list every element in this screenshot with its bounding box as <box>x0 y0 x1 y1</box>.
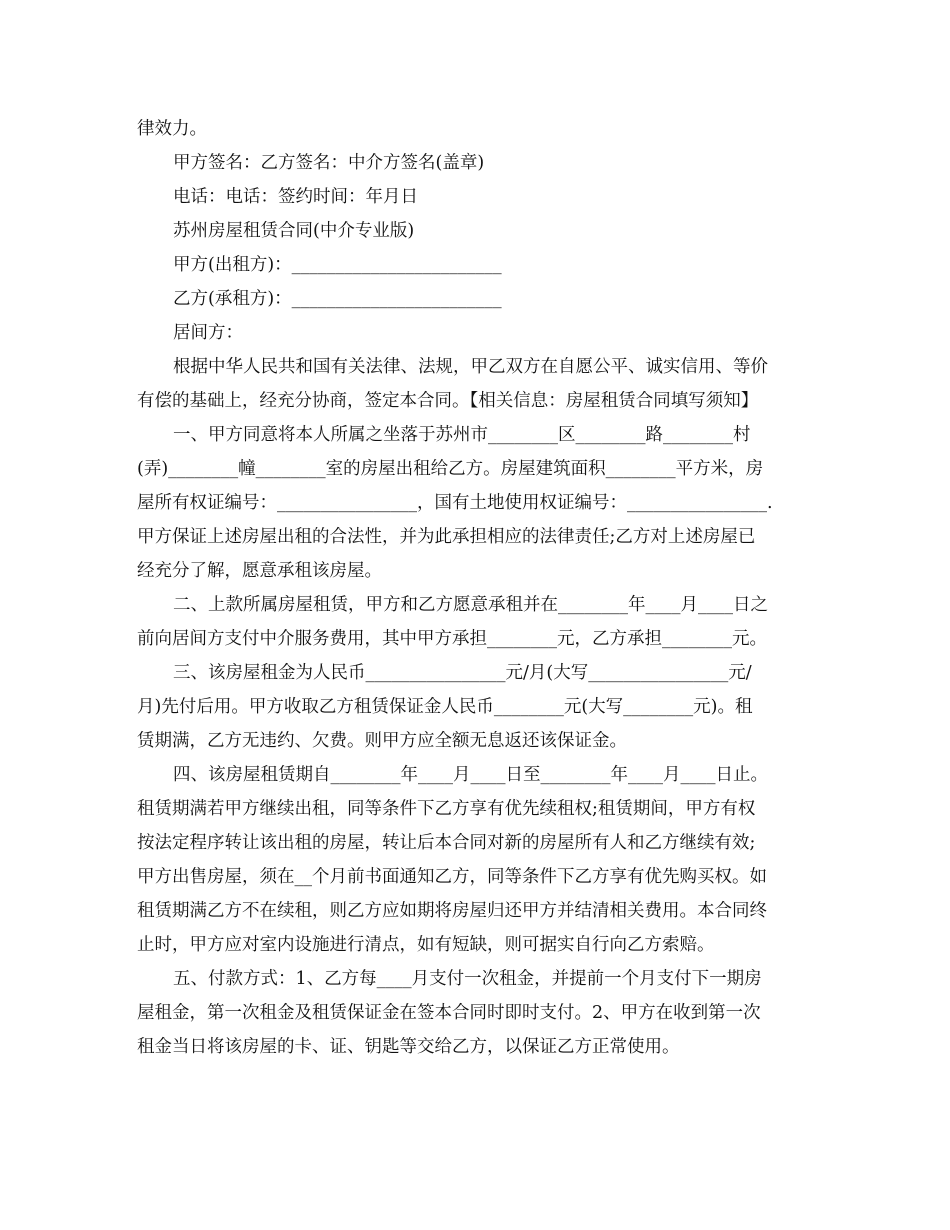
preamble-line: 有偿的基础上，经充分协商，签定本合同。【相关信息：房屋租赁合同填写须知】 <box>137 391 759 411</box>
text-line: 律效力。 <box>137 119 207 139</box>
preamble-line: 根据中华人民共和国有关法律、法规，甲乙双方在自愿公平、诚实信用、等价 <box>173 357 768 377</box>
clause-4-line: 租赁期满若甲方继续出租，同等条件下乙方享有优先续租权;租赁期间，甲方有权 <box>137 799 756 819</box>
clause-4-line: 按法定程序转让该出租的房屋，转让后本合同对新的房屋所有人和乙方继续有效; <box>137 833 756 853</box>
clause-2-line: 二、上款所属房屋租赁，甲方和乙方愿意承租并在________年____月____日之 <box>173 595 768 615</box>
clause-3-line: 月)先付后用。甲方收取乙方租赁保证金人民币________元(大写________元)。租 <box>137 697 753 717</box>
clause-4-line: 四、该房屋租赁期自________年____月____日至________年____月____日止。 <box>173 765 768 785</box>
contract-page <box>137 112 817 1064</box>
clause-3-line: 三、该房屋租金为人民币________________元/月(大写________________元/ <box>173 663 752 683</box>
clause-1-line: 一、甲方同意将本人所属之坐落于苏州市________区________路________村 <box>173 425 751 445</box>
clause-5-line: 屋租金，第一次租金及租赁保证金在签本合同时即时支付。2、甲方在收到第一次 <box>137 1003 761 1023</box>
phone-date-line: 电话：电话：签约时间：年月日 <box>173 187 418 207</box>
clause-1-line: 屋所有权证编号：________________，国有土地使用权证编号：________________. <box>137 493 773 513</box>
clause-5-line: 租金当日将该房屋的卡、证、钥匙等交给乙方，以保证乙方正常使用。 <box>137 1037 680 1057</box>
signature-line: 甲方签名：乙方签名：中介方签名(盖章) <box>173 153 485 173</box>
lessor-field: 甲方(出租方)：________________________ <box>173 255 502 275</box>
clause-4-line: 甲方出售房屋，须在__个月前书面通知乙方，同等条件下乙方享有优先购买权。如 <box>137 867 767 887</box>
clause-4-line: 租赁期满乙方不在续租，则乙方应如期将房屋归还甲方并结清相关费用。本合同终 <box>137 901 767 921</box>
contract-title: 苏州房屋租赁合同(中介专业版) <box>173 221 415 241</box>
clause-1-line: 经充分了解，愿意承租该房屋。 <box>137 561 382 581</box>
clause-2-line: 前向居间方支付中介服务费用，其中甲方承担________元，乙方承担________元。 <box>137 629 767 649</box>
clause-4-line: 止时，甲方应对室内设施进行清点，如有短缺，则可据实自行向乙方索赔。 <box>137 935 715 955</box>
clause-1-line: (弄)________幢________室的房屋出租给乙方。房屋建筑面积________平方米，房 <box>137 459 764 479</box>
clause-3-line: 赁期满，乙方无违约、欠费。则甲方应全额无息返还该保证金。 <box>137 731 627 751</box>
lessee-field: 乙方(承租方)：________________________ <box>173 289 502 309</box>
clause-5-line: 五、付款方式：1、乙方每____月支付一次租金，并提前一个月支付下一期房 <box>173 969 762 989</box>
intermediary-field: 居间方： <box>173 323 243 343</box>
clause-1-line: 甲方保证上述房屋出租的合法性，并为此承担相应的法律责任;乙方对上述房屋已 <box>137 527 756 547</box>
